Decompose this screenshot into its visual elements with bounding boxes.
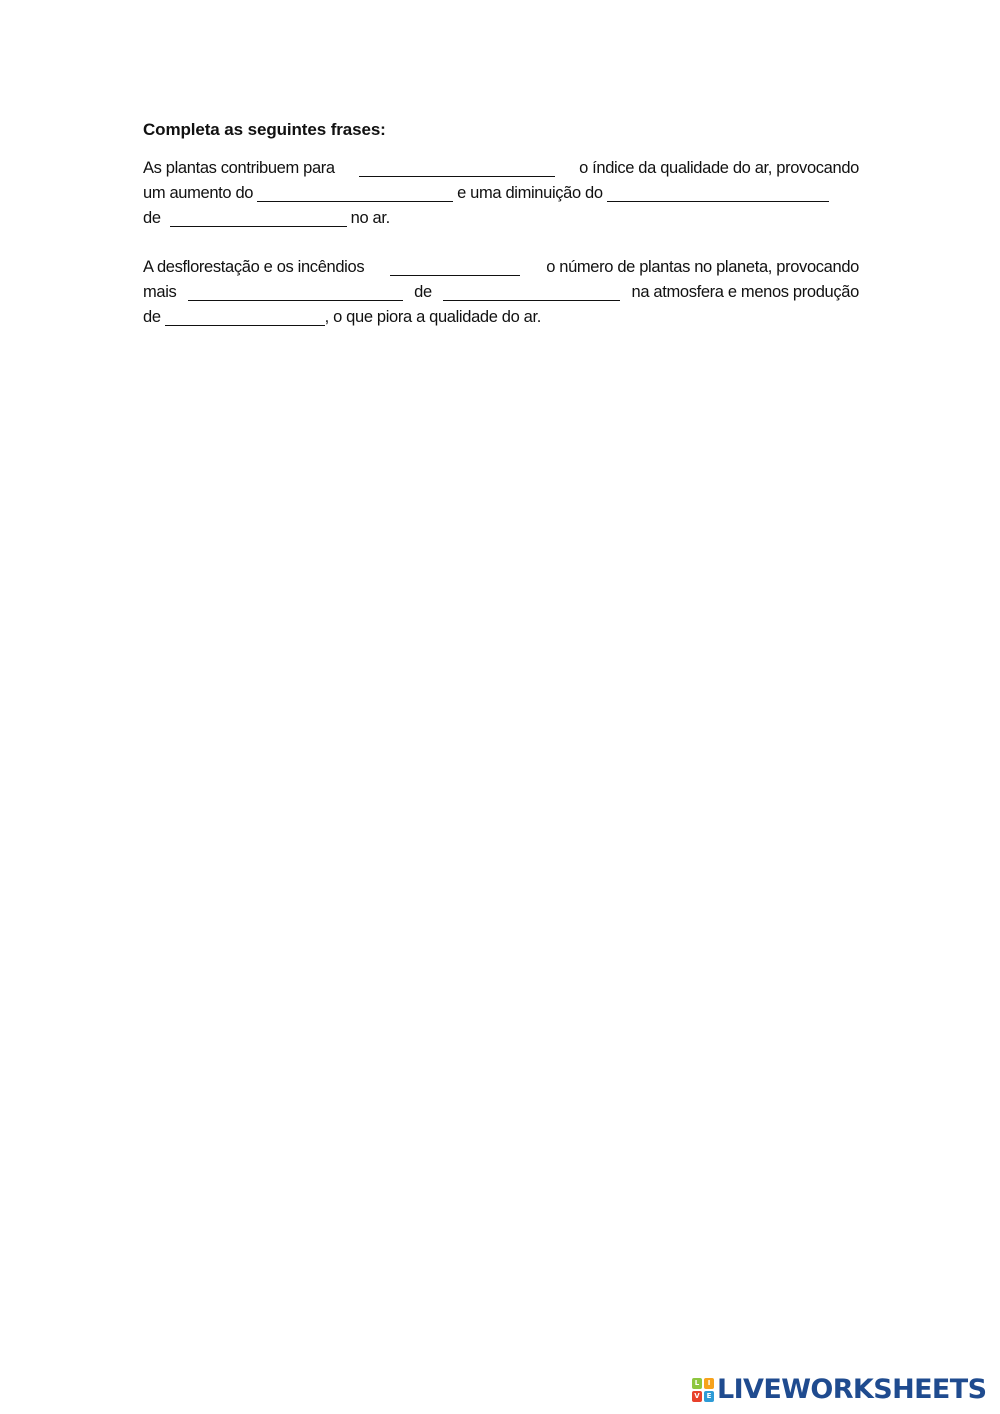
worksheet-heading: Completa as seguintes frases: [143, 120, 386, 139]
text-segment: na atmosfera e menos produção [631, 283, 859, 301]
text-segment: o índice da qualidade do ar, provocando [579, 159, 859, 177]
blank-input-5[interactable] [390, 260, 520, 276]
liveworksheets-logo-icon [692, 1378, 714, 1402]
text-segment: A desflorestação e os incêndios [143, 258, 365, 276]
blank-input-4[interactable] [170, 211, 347, 227]
text-segment: e uma diminuição do [457, 184, 603, 202]
logo-square-l: L [692, 1378, 702, 1389]
logo-square-e: E [704, 1391, 714, 1402]
blank-input-6[interactable] [188, 285, 403, 301]
worksheet [143, 118, 859, 330]
text-segment: no ar. [350, 209, 390, 227]
paragraph-1-line-2 [143, 181, 859, 206]
blank-input-2[interactable] [257, 186, 453, 202]
text-segment: , o que piora a qualidade do ar. [324, 308, 541, 326]
text-segment: um aumento do [143, 184, 254, 202]
logo-square-v: V [692, 1391, 702, 1402]
text-segment: As plantas contribuem para [143, 159, 335, 177]
blank-input-8[interactable] [165, 310, 325, 326]
logo-square-i: I [704, 1378, 714, 1389]
liveworksheets-logo [692, 1376, 986, 1404]
blank-input-1[interactable] [359, 161, 555, 177]
paragraph-1-line-1 [143, 156, 859, 181]
logo-wordmark: LIVEWORKSHEETS [717, 1374, 987, 1405]
text-segment: de [414, 283, 432, 301]
paragraph-2-line-1 [143, 255, 859, 280]
paragraph-2-line-3 [143, 305, 859, 330]
text-segment: mais [143, 283, 177, 301]
text-segment: de [143, 308, 161, 326]
paragraph-2 [143, 255, 859, 330]
text-segment: de [143, 209, 161, 227]
text-segment: o número de plantas no planeta, provocando [546, 258, 859, 276]
paragraph-2-line-2 [143, 280, 859, 305]
blank-input-7[interactable] [443, 285, 620, 301]
blank-input-3[interactable] [607, 186, 829, 202]
paragraph-1 [143, 156, 859, 231]
paragraph-1-line-3 [143, 206, 859, 231]
